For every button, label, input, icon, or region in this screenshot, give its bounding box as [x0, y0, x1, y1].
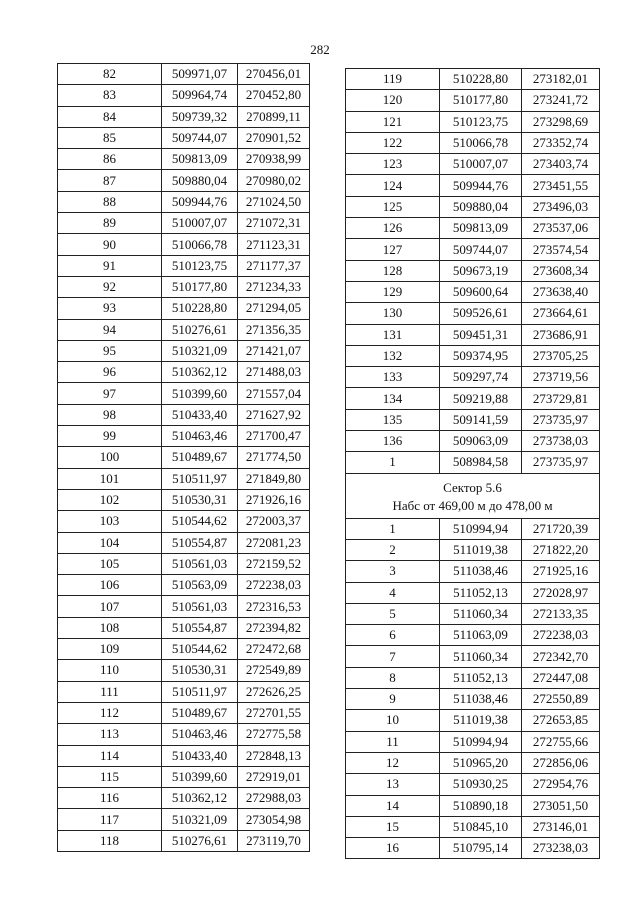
coord-x-cell: 510321,09 [162, 809, 238, 830]
coord-x-cell: 510362,12 [162, 362, 238, 383]
coord-x-cell: 510433,40 [162, 745, 238, 766]
coord-x-cell: 509744,07 [440, 239, 522, 260]
table-row [58, 745, 310, 766]
point-number-cell: 132 [346, 345, 440, 366]
point-number-cell: 90 [58, 234, 162, 255]
coord-x-cell: 510399,60 [162, 383, 238, 404]
coord-y-cell: 273298,69 [522, 111, 600, 132]
coord-y-cell: 271926,16 [238, 489, 310, 510]
coord-y-cell: 272003,37 [238, 511, 310, 532]
coord-y-cell: 271557,04 [238, 383, 310, 404]
coord-x-cell: 510463,46 [162, 426, 238, 447]
coord-y-cell: 271072,31 [238, 213, 310, 234]
coord-y-cell: 271421,07 [238, 340, 310, 361]
table-row [58, 575, 310, 596]
point-number-cell: 122 [346, 132, 440, 153]
table-row [58, 276, 310, 297]
coord-y-cell: 272919,01 [238, 766, 310, 787]
table-row [346, 816, 600, 837]
table-row [346, 111, 600, 132]
table-row [346, 409, 600, 430]
coord-x-cell: 511060,34 [440, 646, 522, 667]
point-number-cell: 92 [58, 276, 162, 297]
table-row [58, 234, 310, 255]
table-row [58, 127, 310, 148]
coord-x-cell: 509813,09 [440, 218, 522, 239]
coord-x-cell: 509374,95 [440, 345, 522, 366]
coord-x-cell: 509297,74 [440, 367, 522, 388]
point-number-cell: 128 [346, 260, 440, 281]
table-row [346, 625, 600, 646]
table-row [346, 260, 600, 281]
point-number-cell: 94 [58, 319, 162, 340]
coord-x-cell: 510399,60 [162, 766, 238, 787]
coord-y-cell: 271720,39 [522, 518, 600, 539]
point-number-cell: 123 [346, 154, 440, 175]
coord-y-cell: 272394,82 [238, 617, 310, 638]
table-row [346, 838, 600, 859]
point-number-cell: 136 [346, 431, 440, 452]
point-number-cell: 111 [58, 681, 162, 702]
table-row [346, 196, 600, 217]
coord-y-cell: 273054,98 [238, 809, 310, 830]
table-row [58, 553, 310, 574]
coordinates-table-left [57, 63, 310, 852]
coord-x-cell: 510362,12 [162, 788, 238, 809]
coord-x-cell: 510463,46 [162, 724, 238, 745]
table-row [346, 388, 600, 409]
point-number-cell: 98 [58, 404, 162, 425]
point-number-cell: 95 [58, 340, 162, 361]
coord-x-cell: 510321,09 [162, 340, 238, 361]
table-row [346, 239, 600, 260]
coord-x-cell: 510561,03 [162, 596, 238, 617]
coord-y-cell: 272028,97 [522, 582, 600, 603]
coord-y-cell: 273496,03 [522, 196, 600, 217]
coord-x-cell: 511038,46 [440, 561, 522, 582]
table-row [58, 681, 310, 702]
coord-x-cell: 510994,94 [440, 731, 522, 752]
point-number-cell: 119 [346, 69, 440, 90]
table-row [58, 213, 310, 234]
coord-y-cell: 271822,20 [522, 539, 600, 560]
point-number-cell: 124 [346, 175, 440, 196]
coord-x-cell: 511052,13 [440, 667, 522, 688]
coord-x-cell: 509944,76 [440, 175, 522, 196]
table-row [58, 809, 310, 830]
point-number-cell: 1 [346, 518, 440, 539]
table-row [58, 596, 310, 617]
table-row [346, 539, 600, 560]
coord-y-cell: 273735,97 [522, 409, 600, 430]
point-number-cell: 106 [58, 575, 162, 596]
point-number-cell: 102 [58, 489, 162, 510]
coord-y-cell: 270452,80 [238, 85, 310, 106]
table-row [346, 218, 600, 239]
table-row [346, 132, 600, 153]
coord-y-cell: 272342,70 [522, 646, 600, 667]
coord-y-cell: 273537,06 [522, 218, 600, 239]
point-number-cell: 126 [346, 218, 440, 239]
table-row [58, 170, 310, 191]
table-row [346, 774, 600, 795]
coord-x-cell: 509673,19 [440, 260, 522, 281]
point-number-cell: 112 [58, 702, 162, 723]
coord-y-cell: 270901,52 [238, 127, 310, 148]
coord-x-cell: 510994,94 [440, 518, 522, 539]
point-number-cell: 13 [346, 774, 440, 795]
coord-x-cell: 509600,64 [440, 281, 522, 302]
table-row [346, 452, 600, 473]
coord-y-cell: 270938,99 [238, 149, 310, 170]
table-row [346, 281, 600, 302]
point-number-cell: 101 [58, 468, 162, 489]
table-row [58, 447, 310, 468]
coord-y-cell: 271627,92 [238, 404, 310, 425]
coord-x-cell: 511063,09 [440, 625, 522, 646]
table-row [58, 660, 310, 681]
coord-y-cell: 273638,40 [522, 281, 600, 302]
coord-x-cell: 510890,18 [440, 795, 522, 816]
coord-y-cell: 271925,16 [522, 561, 600, 582]
table-row [346, 69, 600, 90]
coord-y-cell: 271177,37 [238, 255, 310, 276]
point-number-cell: 5 [346, 603, 440, 624]
table-row [58, 766, 310, 787]
point-number-cell: 7 [346, 646, 440, 667]
coord-y-cell: 271123,31 [238, 234, 310, 255]
table-row [58, 468, 310, 489]
point-number-cell: 84 [58, 106, 162, 127]
coord-x-cell: 510511,97 [162, 681, 238, 702]
table-row [58, 426, 310, 447]
table-row [58, 64, 310, 85]
coord-y-cell: 271234,33 [238, 276, 310, 297]
coord-y-cell: 273738,03 [522, 431, 600, 452]
point-number-cell: 83 [58, 85, 162, 106]
table-row [58, 298, 310, 319]
coord-x-cell: 509063,09 [440, 431, 522, 452]
point-number-cell: 133 [346, 367, 440, 388]
point-number-cell: 12 [346, 752, 440, 773]
coord-y-cell: 272238,03 [522, 625, 600, 646]
point-number-cell: 96 [58, 362, 162, 383]
table-row [58, 106, 310, 127]
sector-header-row [346, 473, 600, 518]
point-number-cell: 3 [346, 561, 440, 582]
table-row [346, 175, 600, 196]
coord-x-cell: 509880,04 [162, 170, 238, 191]
table-row [58, 532, 310, 553]
coord-x-cell: 510489,67 [162, 447, 238, 468]
coord-y-cell: 273238,03 [522, 838, 600, 859]
coord-y-cell: 272653,85 [522, 710, 600, 731]
coord-y-cell: 273729,81 [522, 388, 600, 409]
table-row [58, 340, 310, 361]
table-row [346, 710, 600, 731]
point-number-cell: 104 [58, 532, 162, 553]
coord-y-cell: 272472,68 [238, 639, 310, 660]
point-number-cell: 108 [58, 617, 162, 638]
sector-subtitle: Набс от 469,00 м до 478,00 м [392, 497, 553, 513]
coord-y-cell: 273352,74 [522, 132, 600, 153]
coordinates-table-right [345, 68, 600, 859]
coord-y-cell: 270456,01 [238, 64, 310, 85]
point-number-cell: 16 [346, 838, 440, 859]
point-number-cell: 130 [346, 303, 440, 324]
coord-x-cell: 510123,75 [440, 111, 522, 132]
coord-x-cell: 510276,61 [162, 830, 238, 851]
sector-title: Сектор 5.6 [443, 479, 502, 495]
coord-y-cell: 272954,76 [522, 774, 600, 795]
coord-x-cell: 510007,07 [162, 213, 238, 234]
table-row [346, 303, 600, 324]
coord-x-cell: 509219,88 [440, 388, 522, 409]
point-number-cell: 100 [58, 447, 162, 468]
coord-x-cell: 509971,07 [162, 64, 238, 85]
coord-x-cell: 510561,03 [162, 553, 238, 574]
coord-y-cell: 272550,89 [522, 689, 600, 710]
point-number-cell: 135 [346, 409, 440, 430]
coord-x-cell: 510554,87 [162, 532, 238, 553]
coord-x-cell: 510228,80 [162, 298, 238, 319]
coord-y-cell: 272447,08 [522, 667, 600, 688]
coord-y-cell: 271774,50 [238, 447, 310, 468]
coord-y-cell: 273182,01 [522, 69, 600, 90]
coord-y-cell: 271294,05 [238, 298, 310, 319]
coord-x-cell: 510530,31 [162, 489, 238, 510]
point-number-cell: 8 [346, 667, 440, 688]
table-row [58, 362, 310, 383]
coord-y-cell: 271849,80 [238, 468, 310, 489]
coord-x-cell: 509964,74 [162, 85, 238, 106]
coord-y-cell: 273608,34 [522, 260, 600, 281]
coord-y-cell: 271488,03 [238, 362, 310, 383]
coord-y-cell: 273146,01 [522, 816, 600, 837]
coord-x-cell: 510563,09 [162, 575, 238, 596]
point-number-cell: 125 [346, 196, 440, 217]
coord-y-cell: 273705,25 [522, 345, 600, 366]
table-row [346, 582, 600, 603]
coord-x-cell: 510544,62 [162, 639, 238, 660]
coord-y-cell: 272988,03 [238, 788, 310, 809]
coord-x-cell: 510066,78 [162, 234, 238, 255]
table-row [58, 85, 310, 106]
table-row [58, 404, 310, 425]
coord-y-cell: 273664,61 [522, 303, 600, 324]
coord-x-cell: 511060,34 [440, 603, 522, 624]
point-number-cell: 91 [58, 255, 162, 276]
point-number-cell: 115 [58, 766, 162, 787]
point-number-cell: 107 [58, 596, 162, 617]
point-number-cell: 117 [58, 809, 162, 830]
table-row [58, 830, 310, 851]
table-row [58, 149, 310, 170]
point-number-cell: 134 [346, 388, 440, 409]
coord-x-cell: 510123,75 [162, 255, 238, 276]
coord-x-cell: 510433,40 [162, 404, 238, 425]
coord-x-cell: 510489,67 [162, 702, 238, 723]
coord-y-cell: 272316,53 [238, 596, 310, 617]
point-number-cell: 1 [346, 452, 440, 473]
table-row [346, 561, 600, 582]
point-number-cell: 113 [58, 724, 162, 745]
coord-y-cell: 273051,50 [522, 795, 600, 816]
sector-header [346, 473, 600, 518]
point-number-cell: 103 [58, 511, 162, 532]
table-row [58, 255, 310, 276]
coord-x-cell: 509944,76 [162, 191, 238, 212]
point-number-cell: 85 [58, 127, 162, 148]
point-number-cell: 97 [58, 383, 162, 404]
coord-x-cell: 508984,58 [440, 452, 522, 473]
point-number-cell: 6 [346, 625, 440, 646]
coord-y-cell: 273451,55 [522, 175, 600, 196]
coord-x-cell: 509526,61 [440, 303, 522, 324]
point-number-cell: 109 [58, 639, 162, 660]
point-number-cell: 15 [346, 816, 440, 837]
point-number-cell: 110 [58, 660, 162, 681]
coord-x-cell: 511019,38 [440, 710, 522, 731]
coord-y-cell: 273574,54 [522, 239, 600, 260]
coord-x-cell: 511038,46 [440, 689, 522, 710]
table-row [346, 431, 600, 452]
point-number-cell: 131 [346, 324, 440, 345]
point-number-cell: 10 [346, 710, 440, 731]
coord-x-cell: 509880,04 [440, 196, 522, 217]
coord-y-cell: 270980,02 [238, 170, 310, 191]
coord-x-cell: 510544,62 [162, 511, 238, 532]
coord-y-cell: 272081,23 [238, 532, 310, 553]
coord-y-cell: 271700,47 [238, 426, 310, 447]
coord-x-cell: 510930,25 [440, 774, 522, 795]
table-row [346, 646, 600, 667]
table-row [346, 689, 600, 710]
table-row [346, 752, 600, 773]
coord-x-cell: 511019,38 [440, 539, 522, 560]
table-row [58, 639, 310, 660]
table-row [346, 345, 600, 366]
table-row [58, 788, 310, 809]
point-number-cell: 9 [346, 689, 440, 710]
point-number-cell: 4 [346, 582, 440, 603]
point-number-cell: 88 [58, 191, 162, 212]
coord-x-cell: 510177,80 [440, 90, 522, 111]
coord-x-cell: 509744,07 [162, 127, 238, 148]
coord-y-cell: 272133,35 [522, 603, 600, 624]
coord-x-cell: 509739,32 [162, 106, 238, 127]
coord-x-cell: 510066,78 [440, 132, 522, 153]
point-number-cell: 89 [58, 213, 162, 234]
table-row [346, 603, 600, 624]
table-row [346, 324, 600, 345]
table-row [346, 795, 600, 816]
table-row [58, 724, 310, 745]
table-row [58, 489, 310, 510]
coord-y-cell: 272626,25 [238, 681, 310, 702]
point-number-cell: 87 [58, 170, 162, 191]
coord-y-cell: 273403,74 [522, 154, 600, 175]
point-number-cell: 105 [58, 553, 162, 574]
point-number-cell: 82 [58, 64, 162, 85]
coord-y-cell: 271024,50 [238, 191, 310, 212]
coord-x-cell: 510845,10 [440, 816, 522, 837]
point-number-cell: 129 [346, 281, 440, 302]
coord-x-cell: 510276,61 [162, 319, 238, 340]
coord-x-cell: 510007,07 [440, 154, 522, 175]
coord-x-cell: 511052,13 [440, 582, 522, 603]
coord-x-cell: 510511,97 [162, 468, 238, 489]
coord-x-cell: 510795,14 [440, 838, 522, 859]
coord-x-cell: 510554,87 [162, 617, 238, 638]
coord-x-cell: 510530,31 [162, 660, 238, 681]
coord-y-cell: 272755,66 [522, 731, 600, 752]
table-row [58, 191, 310, 212]
coord-y-cell: 273719,56 [522, 367, 600, 388]
coord-y-cell: 273686,91 [522, 324, 600, 345]
coord-x-cell: 509451,31 [440, 324, 522, 345]
point-number-cell: 86 [58, 149, 162, 170]
table-row [58, 617, 310, 638]
coord-y-cell: 271356,35 [238, 319, 310, 340]
coord-x-cell: 510228,80 [440, 69, 522, 90]
coord-x-cell: 509141,59 [440, 409, 522, 430]
coord-y-cell: 272238,03 [238, 575, 310, 596]
coord-x-cell: 510177,80 [162, 276, 238, 297]
point-number-cell: 116 [58, 788, 162, 809]
point-number-cell: 93 [58, 298, 162, 319]
coord-x-cell: 509813,09 [162, 149, 238, 170]
table-row [58, 383, 310, 404]
table-row [58, 319, 310, 340]
point-number-cell: 2 [346, 539, 440, 560]
table-row [346, 731, 600, 752]
point-number-cell: 118 [58, 830, 162, 851]
point-number-cell: 120 [346, 90, 440, 111]
table-row [346, 90, 600, 111]
table-row [346, 154, 600, 175]
table-row [58, 702, 310, 723]
coord-y-cell: 273241,72 [522, 90, 600, 111]
point-number-cell: 11 [346, 731, 440, 752]
coord-y-cell: 272549,89 [238, 660, 310, 681]
coord-y-cell: 272856,06 [522, 752, 600, 773]
coord-y-cell: 272159,52 [238, 553, 310, 574]
point-number-cell: 127 [346, 239, 440, 260]
coord-y-cell: 270899,11 [238, 106, 310, 127]
point-number-cell: 114 [58, 745, 162, 766]
coord-y-cell: 272775,58 [238, 724, 310, 745]
coord-y-cell: 272848,13 [238, 745, 310, 766]
point-number-cell: 14 [346, 795, 440, 816]
coord-y-cell: 273735,97 [522, 452, 600, 473]
table-row [346, 667, 600, 688]
page-number: 282 [310, 42, 330, 57]
point-number-cell: 121 [346, 111, 440, 132]
table-row [58, 511, 310, 532]
coord-y-cell: 273119,70 [238, 830, 310, 851]
coord-y-cell: 272701,55 [238, 702, 310, 723]
coord-x-cell: 510965,20 [440, 752, 522, 773]
table-row [346, 367, 600, 388]
table-row [346, 518, 600, 539]
point-number-cell: 99 [58, 426, 162, 447]
